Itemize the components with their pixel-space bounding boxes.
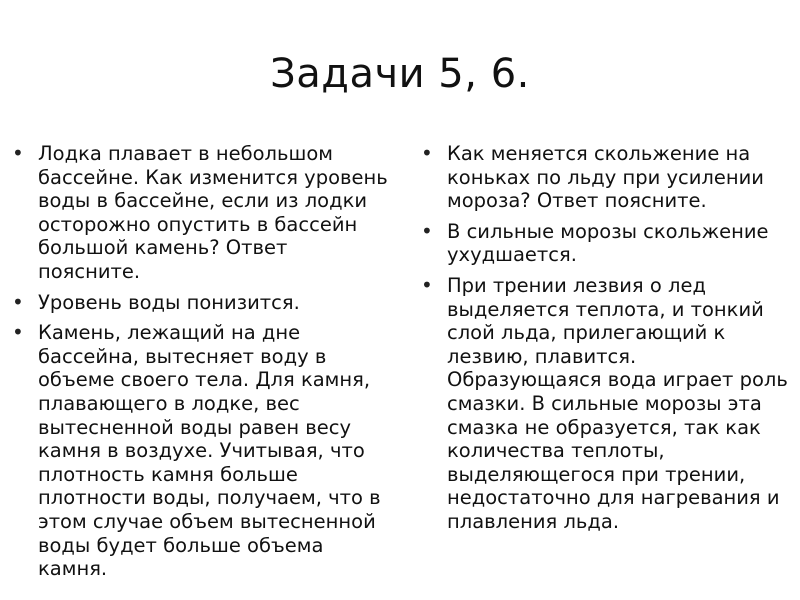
right-list-item-question: • Как меняется скольжение на коньках по льду при усилении мороза? Ответ поясните. [419, 142, 795, 213]
right-list-item-explanation: • При трении лезвия о лед выделяется теплота, и тонкий слой льда, прилегающий к лезвию, плавится. Образующаяся вода играет роль смазки. В сильные морозы эта смазка не образуется, так как количества теплоты, выделяющегося при трении, недостаточно для нагревания и плавления льда. [419, 274, 795, 534]
left-list-item-question: • Лодка плавает в небольшом бассейне. Как изменится уровень воды в бассейне, если из лодки осторожно опустить в бассейн большой камень? Ответ поясните. [10, 142, 392, 284]
right-column-list [419, 142, 795, 541]
left-list-item-answer: • Уровень воды понизится. [10, 291, 392, 315]
left-list-item-explanation: • Камень, лежащий на дне бассейна, вытесняет воду в объеме своего тела. Для камня, плавающего в лодке, вес вытесненной воды равен весу камня в воздухе. Учитывая, что плотность камня больше плотности воды, получаем, что в этом случае объем вытесненной воды будет больше объема камня. [10, 321, 392, 581]
left-column-list [10, 142, 392, 588]
right-list-item-answer: • В сильные морозы скольжение ухудшается. [419, 220, 795, 267]
slide-title: Задачи 5, 6. [270, 51, 530, 97]
